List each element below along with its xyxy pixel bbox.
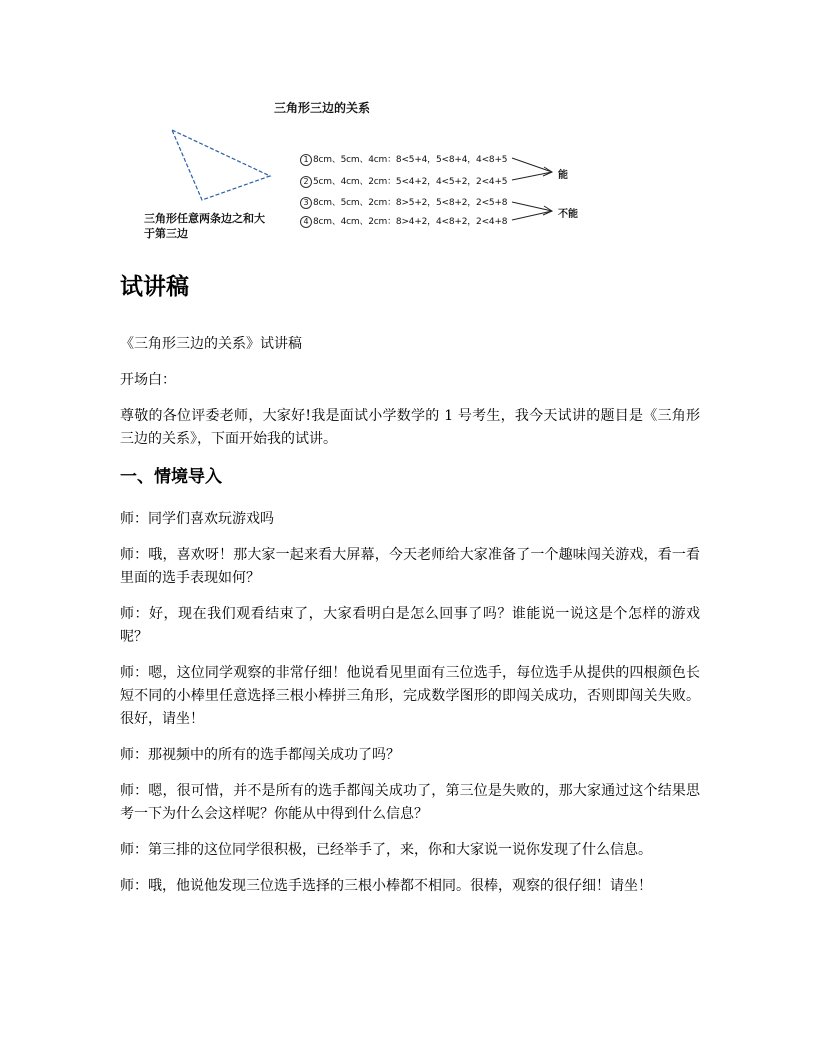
row-text: 8cm、5cm、2cm：8>5+2，5<8+2，2<5+8 bbox=[313, 198, 508, 208]
arrow-2 bbox=[512, 172, 552, 180]
paragraph: 师：嗯，这位同学观察的非常仔细！他说看见里面有三位选手，每位选手从提供的四根颜色长短不同的小棒里任意选择三根小棒拼三角形，完成数学图形的即闯关成功，否则即闯关失败。很好，请坐！ bbox=[120, 665, 700, 727]
paragraph: 师：好，现在我们观看结束了，大家看明白是怎么回事了吗？谁能说一说这是个怎样的游戏呢？ bbox=[120, 606, 700, 645]
arrow-3 bbox=[512, 202, 552, 211]
row-number: 4 bbox=[300, 216, 312, 228]
figure-row bbox=[300, 174, 507, 188]
figure-caption: 三角形任意两条边之和大于第三边 bbox=[144, 212, 265, 240]
page-title: 试讲稿 bbox=[120, 274, 189, 300]
row-number: 3 bbox=[300, 197, 312, 209]
paragraph: 师：哦，喜欢呀！那大家一起来看大屏幕，今天老师给大家准备了一个趣味闯关游戏，看一看里面的选手表现如何？ bbox=[120, 547, 700, 586]
row-number: 2 bbox=[300, 176, 312, 188]
row-text: 8cm、5cm、4cm：8<5+4，5<8+4，4<8+5 bbox=[313, 155, 508, 165]
paragraph: 师：那视频中的所有的选手都闯关成功了吗？ bbox=[120, 747, 400, 763]
row-number: 1 bbox=[300, 154, 312, 166]
arrow-1 bbox=[512, 158, 552, 172]
triangle-figure bbox=[140, 96, 590, 246]
row-text: 8cm、4cm、2cm：8>4+2，4<8+2，2<4+8 bbox=[313, 217, 508, 227]
subtitle: 《三角形三边的关系》试讲稿 bbox=[120, 336, 302, 352]
paragraph: 师：哦，他说他发现三位选手选择的三根小棒都不相同。很棒，观察的很仔细！请坐！ bbox=[120, 878, 652, 894]
section-heading: 一、情境导入 bbox=[120, 467, 222, 487]
figure-title: 三角形三边的关系 bbox=[274, 101, 371, 115]
row-text: 5cm、4cm、2cm：5<4+2，4<5+2，2<4+5 bbox=[313, 177, 508, 187]
figure-row bbox=[300, 195, 507, 209]
arrow-head-yes bbox=[543, 167, 552, 176]
figure-row bbox=[300, 152, 507, 166]
paragraph: 师：同学们喜欢玩游戏吗 bbox=[120, 511, 274, 527]
figure-row bbox=[300, 214, 507, 228]
paragraph: 师：嗯，很可惜，并不是所有的选手都闯关成功了，第三位是失败的，那大家通过这个结果思考一下为什么会这样呢？你能从中得到什么信息？ bbox=[120, 783, 700, 822]
triangle-shape bbox=[172, 130, 270, 200]
result-no: 不能 bbox=[558, 209, 578, 220]
opening-text: 尊敬的各位评委老师，大家好!我是面试小学数学的 1 号考生，我今天试讲的题目是《三角形三边的关系》，下面开始我的试讲。 bbox=[120, 408, 700, 447]
opening-label: 开场白： bbox=[120, 372, 176, 388]
result-yes: 能 bbox=[558, 170, 568, 181]
paragraph: 师：第三排的这位同学很积极，已经举手了，来，你和大家说一说你发现了什么信息。 bbox=[120, 842, 652, 858]
arrow-4 bbox=[512, 211, 552, 220]
document-body bbox=[120, 270, 700, 911]
